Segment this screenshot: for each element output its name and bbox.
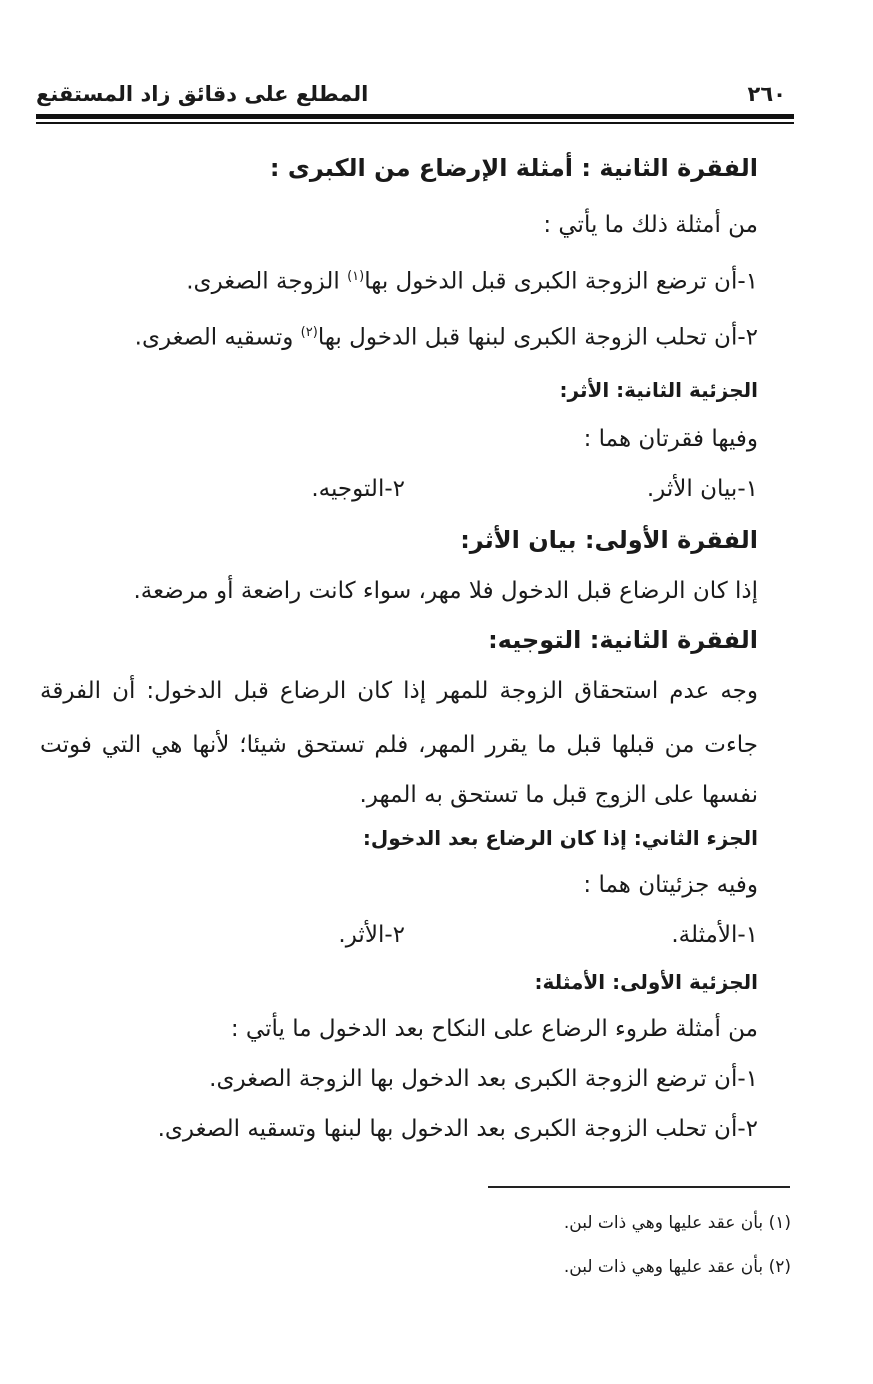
list-item-text: الزوجة الصغرى. [186,268,348,295]
subsection-heading: الجزئية الثانية: الأثر: [559,378,758,402]
list-item: ١-أن ترضع الزوجة الكبرى بعد الدخول بها الزوجة الصغرى. [209,1066,758,1092]
list-item [186,270,758,294]
list-item-text: وتسقيه الصغرى. [134,324,301,351]
paragraph-line: وفيه جزئيتان هما : [583,872,758,898]
paragraph-line: من أمثلة طروء الرضاع على النكاح بعد الدخول ما يأتي : [230,1016,758,1042]
section-heading: الفقرة الثانية: التوجيه: [488,626,758,654]
list-item-text: ٢-أن تحلب الزوجة الكبرى لبنها قبل الدخول بها [317,324,758,351]
running-title: المطلع على دقائق زاد المستقنع [36,82,369,106]
page-header [36,82,796,112]
footnote: (١) بأن عقد عليها وهي ذات لبن. [563,1213,791,1233]
header-rule-thin [36,122,794,124]
footnote-ref: (١) [347,269,365,284]
paragraph-line: وفيها فقرتان هما : [583,426,758,452]
subsection-heading: الجزئية الأولى: الأمثلة: [534,970,758,994]
page-number: ٢٦٠ [747,82,786,106]
paragraph-line: جاءت من قبلها قبل ما يقرر المهر، فلم تستحق شيئا؛ لأنها هي التي فوتت [40,732,758,758]
subsection-heading: الجزء الثاني: إذا كان الرضاع بعد الدخول: [362,826,758,850]
paragraph-line: من أمثلة ذلك ما يأتي : [543,212,758,238]
footnote-ref: (٢) [300,325,318,340]
paragraph-line: وجه عدم استحقاق الزوجة للمهر إذا كان الرضاع قبل الدخول: أن الفرقة [40,678,758,704]
paragraph-line: نفسها على الزوج قبل ما تستحق به المهر. [359,782,758,808]
header-rule-thick [36,114,794,119]
list-item: ١-الأمثلة. [671,922,758,948]
list-item: ٢-الأثر. [338,922,405,948]
footnote: (٢) بأن عقد عليها وهي ذات لبن. [563,1257,791,1277]
list-item: ١-بيان الأثر. [646,476,758,502]
footnote-separator [488,1186,790,1188]
list-item [135,326,758,350]
section-heading: الفقرة الثانية : أمثلة الإرضاع من الكبرى : [269,154,758,182]
list-item-text: ١-أن ترضع الزوجة الكبرى قبل الدخول بها [364,268,758,295]
paragraph-line: إذا كان الرضاع قبل الدخول فلا مهر، سواء كانت راضعة أو مرضعة. [133,578,758,604]
list-item: ٢-التوجيه. [311,476,405,502]
list-item: ٢-أن تحلب الزوجة الكبرى بعد الدخول بها لبنها وتسقيه الصغرى. [157,1116,758,1142]
section-heading: الفقرة الأولى: بيان الأثر: [460,526,758,554]
